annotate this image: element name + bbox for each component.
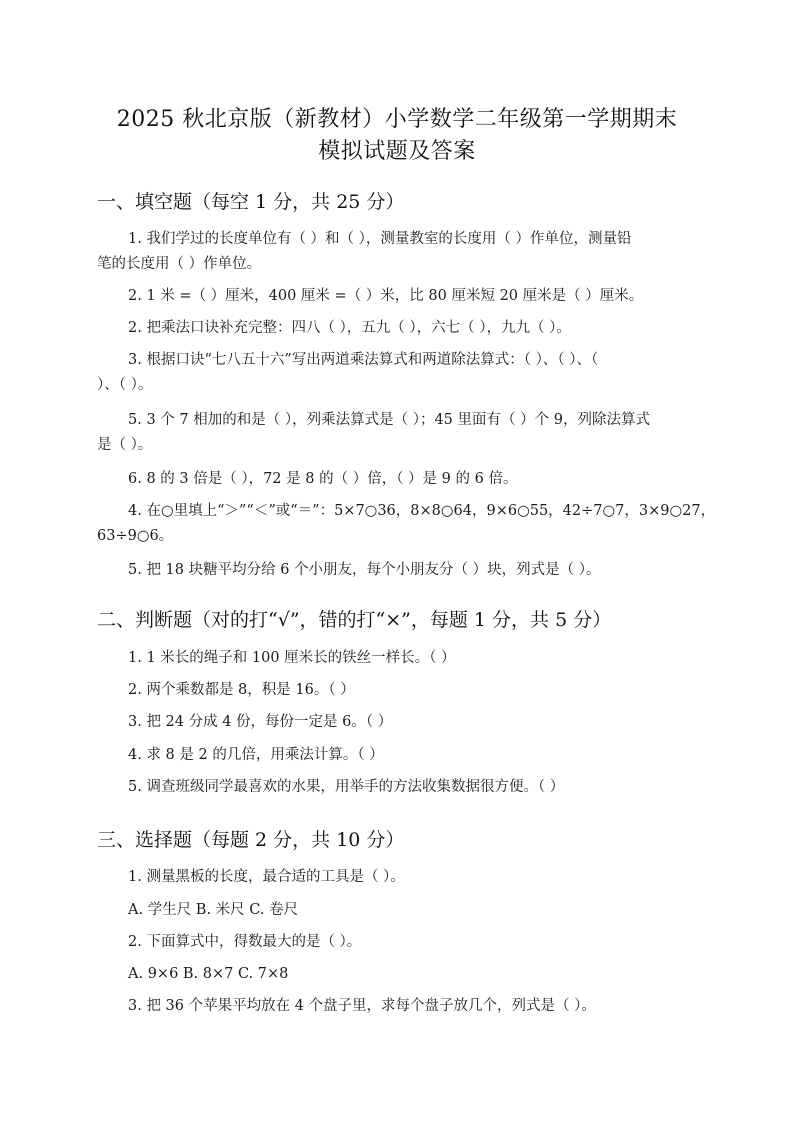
- section2-heading: 二、判断题（对的打“√”，错的打“×”，每题 1 分，共 5 分）: [97, 609, 612, 631]
- fill-question-1: 1. 我们学过的长度单位有（ ）和（ ），测量教室的长度用（ ）作单位，测量铅: [128, 231, 632, 247]
- choice-question-2-options: A. 9×6 B. 8×7 C. 7×8: [128, 966, 289, 982]
- choice-question-1: 1. 测量黑板的长度，最合适的工具是（ ）。: [128, 869, 405, 885]
- document-title-line1: 2025 秋北京版（新教材）小学数学二年级第一学期期末: [116, 107, 678, 132]
- fill-question-2b: 2. 把乘法口诀补充完整：四八（ ），五九（ ），六七（ ），九九（ ）。: [128, 320, 571, 336]
- choice-question-2: 2. 下面算式中，得数最大的是（ ）。: [128, 934, 362, 950]
- fill-question-6: 6. 8 的 3 倍是（ ），72 是 8 的（ ）倍，（ ）是 9 的 6 倍。: [128, 471, 518, 487]
- fill-question-4-cont: 63÷9○6。: [97, 528, 174, 544]
- choice-question-3: 3. 把 36 个苹果平均放在 4 个盘子里，求每个盘子放几个，列式是（ ）。: [128, 998, 596, 1014]
- choice-question-1-options: A. 学生尺 B. 米尺 C. 卷尺: [128, 902, 299, 918]
- fill-question-2a: 2. 1 米 =（ ）厘米，400 厘米 =（ ）米，比 80 厘米短 20 厘米是（ ）厘米。: [128, 288, 644, 304]
- judge-question-5: 5. 调查班级同学最喜欢的水果，用举手的方法收集数据很方便。（ ）: [128, 779, 565, 795]
- fill-question-3-cont: ）、（ ）。: [97, 377, 153, 393]
- document-title-line2: 模拟试题及答案: [318, 139, 476, 164]
- fill-question-5b: 5. 把 18 块糖平均分给 6 个小朋友，每个小朋友分（ ）块，列式是（ ）。: [128, 562, 601, 578]
- judge-question-3: 3. 把 24 分成 4 份，每份一定是 6。（ ）: [128, 714, 393, 730]
- section3-heading: 三、选择题（每题 2 分，共 10 分）: [97, 829, 405, 851]
- fill-question-5a-cont: 是（ ）。: [97, 437, 153, 453]
- fill-question-4: 4. 在○里填上“＞”“＜”或“＝”：5×7○36，8×8○64，9×6○55，42÷7○7，3×9○27，: [128, 503, 716, 519]
- judge-question-4: 4. 求 8 是 2 的几倍，用乘法计算。（ ）: [128, 747, 384, 763]
- judge-question-1: 1. 1 米长的绳子和 100 厘米长的铁丝一样长。（ ）: [128, 650, 456, 666]
- fill-question-1-cont: 笔的长度用（ ）作单位。: [97, 256, 262, 272]
- section1-heading: 一、填空题（每空 1 分，共 25 分）: [97, 191, 405, 213]
- judge-question-2: 2. 两个乘数都是 8，积是 16。（ ）: [128, 682, 355, 698]
- fill-question-5a: 5. 3 个 7 相加的和是（ ），列乘法算式是（ ）；45 里面有（ ）个 9，列除法算式: [128, 412, 650, 428]
- fill-question-3: 3. 根据口诀“七八五十六”写出两道乘法算式和两道除法算式：（ ）、（ ）、（: [128, 352, 599, 368]
